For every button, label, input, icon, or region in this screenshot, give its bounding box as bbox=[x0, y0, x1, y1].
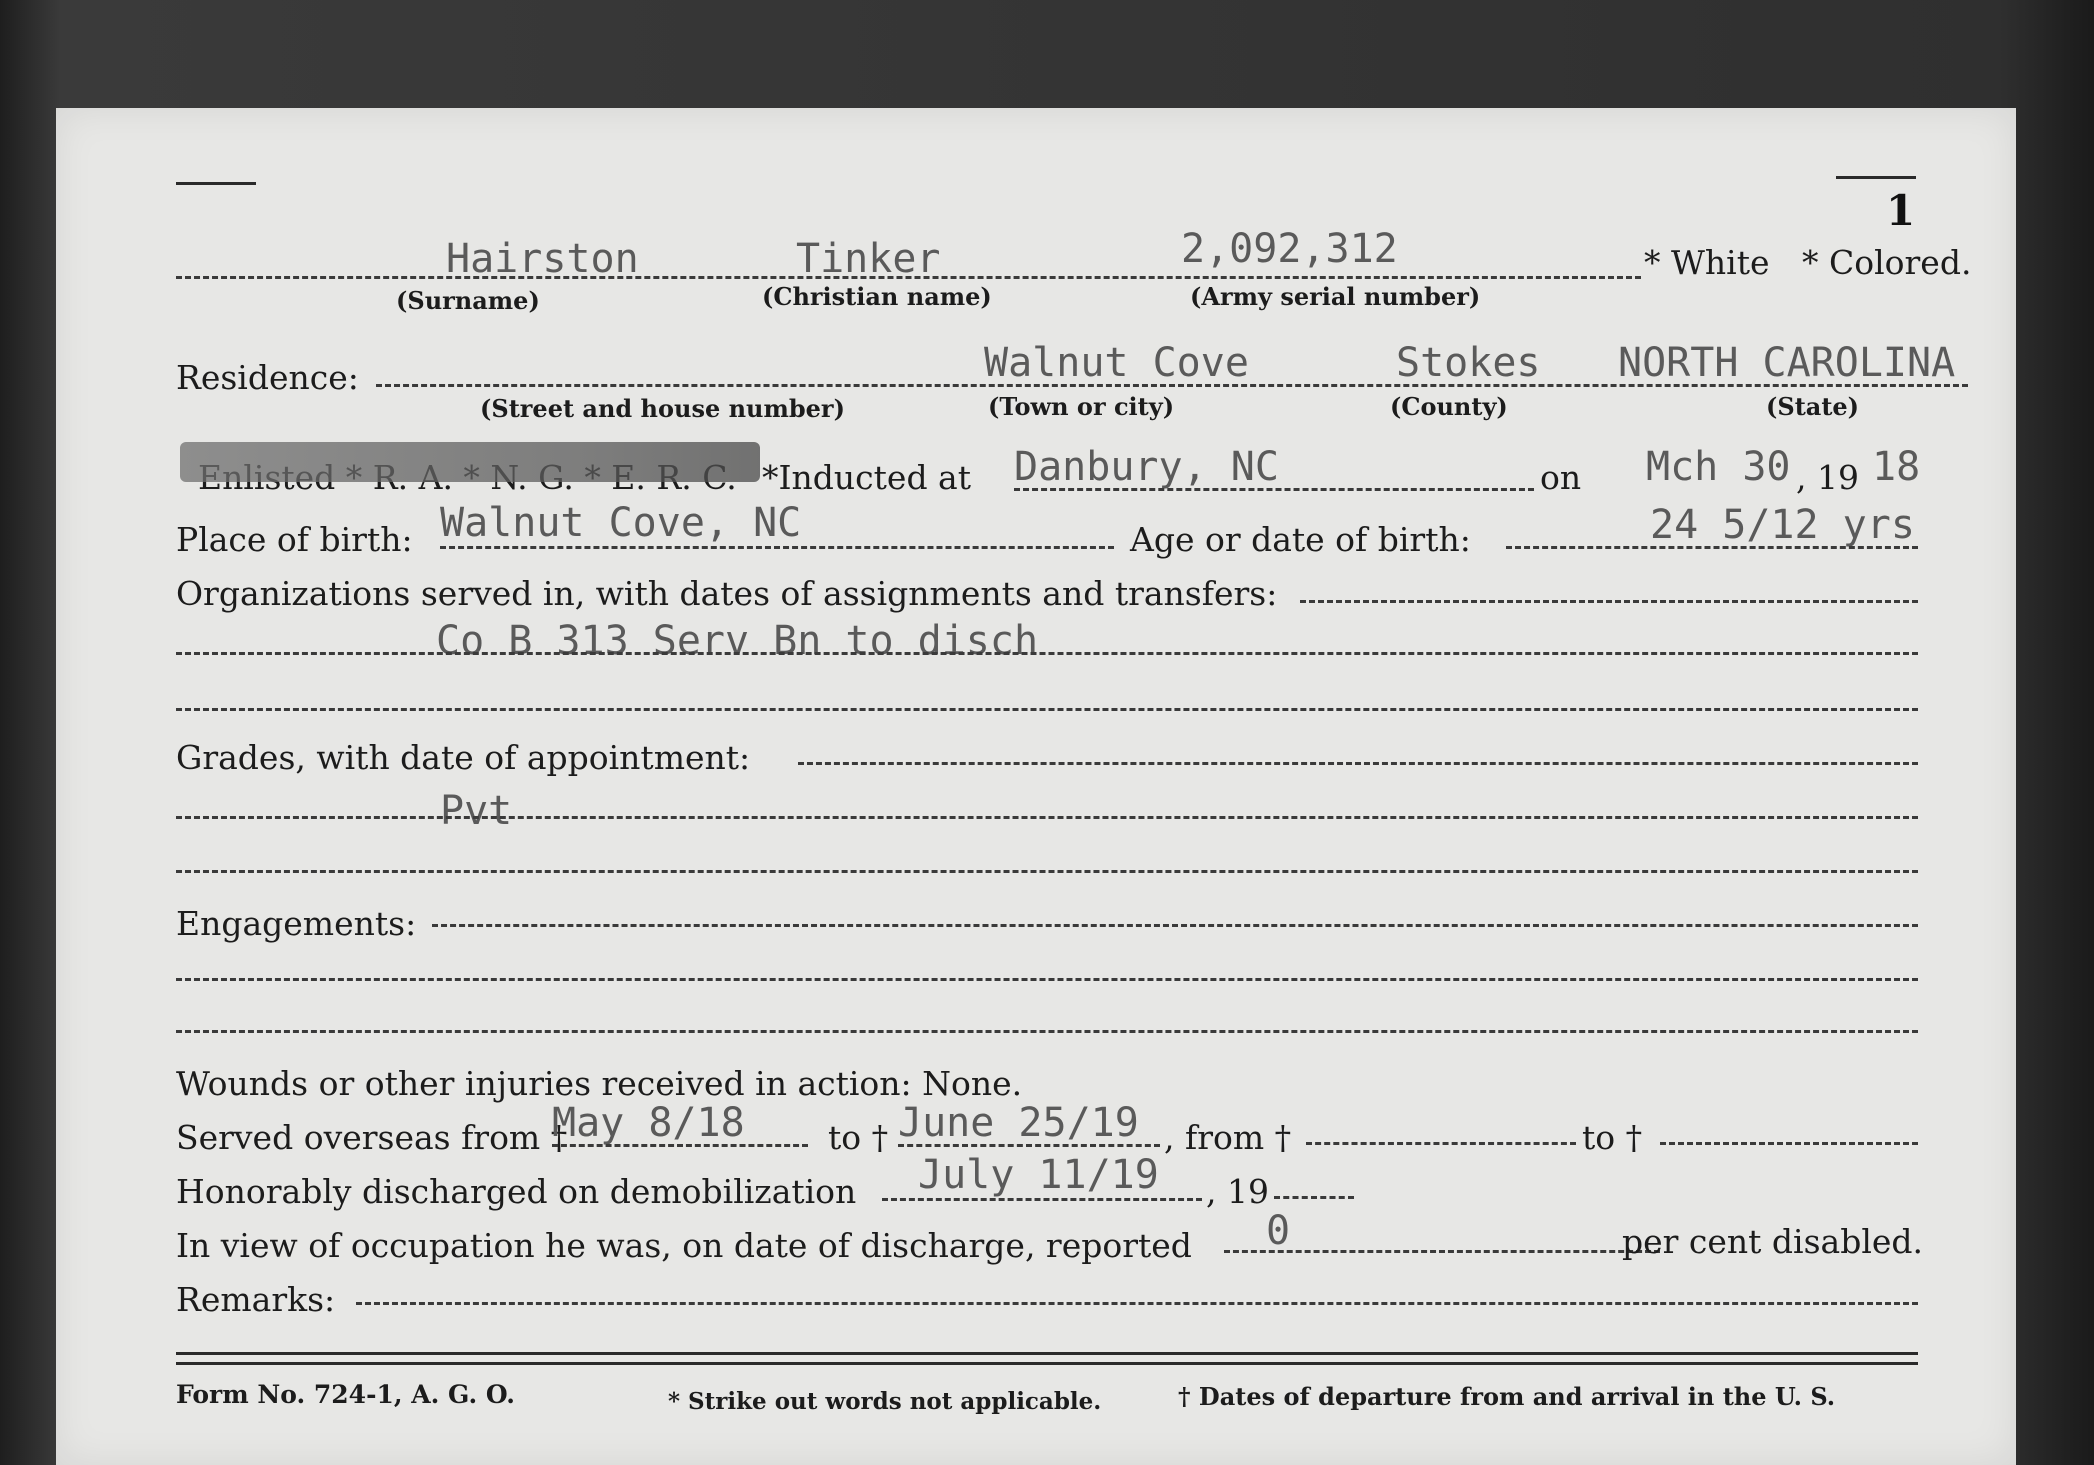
inducted-date-value: Mch 30 bbox=[1646, 444, 1791, 490]
inducted-line bbox=[1014, 488, 1534, 491]
service-record-card bbox=[56, 108, 2016, 1465]
overseas-from2-label: , from † bbox=[1164, 1118, 1292, 1157]
organizations-value: Co B 313 Serv Bn to disch bbox=[436, 618, 1039, 664]
wounds-label: Wounds or other injuries received in action: None. bbox=[176, 1064, 1023, 1103]
grade-value: Pvt bbox=[440, 788, 513, 834]
overseas-from-line bbox=[552, 1144, 808, 1147]
christian-name-caption: (Christian name) bbox=[762, 282, 992, 311]
army-serial-caption: (Army serial number) bbox=[1190, 282, 1481, 311]
overseas-from2-line bbox=[1306, 1142, 1576, 1145]
age-line bbox=[1506, 546, 1918, 549]
occupation-label: In view of occupation he was, on date of discharge, reported bbox=[176, 1226, 1192, 1265]
county-caption: (County) bbox=[1390, 392, 1508, 421]
race-white-label: * White bbox=[1644, 243, 1770, 282]
on-label: on bbox=[1540, 458, 1582, 497]
race-colored-label: * Colored. bbox=[1802, 243, 1972, 282]
discharge-line bbox=[882, 1198, 1202, 1201]
discharge-year-line bbox=[1274, 1196, 1354, 1199]
town-caption: (Town or city) bbox=[988, 392, 1175, 421]
name-line bbox=[176, 276, 1641, 279]
overseas-to2-line bbox=[1660, 1142, 1918, 1145]
state-caption: (State) bbox=[1766, 392, 1860, 421]
street-caption: (Street and house number) bbox=[480, 394, 845, 423]
grades-line-3 bbox=[176, 870, 1918, 873]
organizations-label: Organizations served in, with dates of assignments and transfers: bbox=[176, 574, 1278, 613]
age-value: 24 5/12 yrs bbox=[1650, 502, 1915, 548]
top-left-rule bbox=[176, 182, 256, 185]
inducted-at-label: *Inducted at bbox=[762, 458, 971, 497]
disabled-percent-value: 0 bbox=[1266, 1208, 1291, 1254]
christian-name-value: Tinker bbox=[796, 236, 941, 282]
discharge-label: Honorably discharged on demobilization bbox=[176, 1172, 857, 1211]
remarks-line-2 bbox=[176, 1352, 1918, 1355]
year-suffix: 18 bbox=[1872, 444, 1921, 490]
discharge-date-value: July 11/19 bbox=[918, 1152, 1159, 1198]
engagements-label: Engagements: bbox=[176, 904, 417, 943]
card-number: 1 bbox=[1886, 186, 1916, 235]
top-right-rule bbox=[1836, 176, 1916, 179]
organizations-line-2 bbox=[176, 652, 1918, 655]
engagements-line-3 bbox=[176, 1030, 1918, 1033]
overseas-to-line bbox=[898, 1144, 1160, 1147]
engagements-line-1 bbox=[432, 924, 1918, 927]
birth-place-line bbox=[440, 546, 1114, 549]
grades-line-2 bbox=[176, 816, 1918, 819]
place-of-birth-label: Place of birth: bbox=[176, 520, 413, 559]
strike-out-note: * Strike out words not applicable. bbox=[668, 1388, 1102, 1415]
grades-line-1 bbox=[798, 762, 1918, 765]
disability-line bbox=[1224, 1250, 1660, 1253]
town-value: Walnut Cove bbox=[984, 340, 1249, 386]
strikeout-mark bbox=[180, 442, 760, 482]
per-cent-disabled-label: per cent disabled. bbox=[1622, 1222, 1924, 1261]
organizations-line-3 bbox=[176, 708, 1918, 711]
overseas-from-value: May 8/18 bbox=[552, 1100, 745, 1146]
remarks-line-1 bbox=[356, 1302, 1918, 1305]
overseas-to-label: to † bbox=[828, 1118, 889, 1157]
form-number: Form No. 724-1, A. G. O. bbox=[176, 1380, 515, 1409]
residence-label: Residence: bbox=[176, 358, 359, 397]
surname-value: Hairston bbox=[446, 236, 639, 282]
organizations-line-1 bbox=[1300, 600, 1918, 603]
place-of-birth-value: Walnut Cove, NC bbox=[440, 500, 802, 546]
year-prefix: , 19 bbox=[1796, 458, 1859, 497]
remarks-line-3 bbox=[176, 1362, 1918, 1365]
overseas-label: Served overseas from † bbox=[176, 1118, 568, 1157]
grades-label: Grades, with date of appointment: bbox=[176, 738, 751, 777]
county-value: Stokes bbox=[1396, 340, 1541, 386]
age-label: Age or date of birth: bbox=[1130, 520, 1471, 559]
surname-caption: (Surname) bbox=[396, 286, 540, 315]
dates-note: † Dates of departure from and arrival in the U. S. bbox=[1178, 1382, 1836, 1411]
state-value: NORTH CAROLINA bbox=[1618, 340, 1956, 386]
engagements-line-2 bbox=[176, 978, 1918, 981]
remarks-label: Remarks: bbox=[176, 1280, 336, 1319]
overseas-to-value: June 25/19 bbox=[898, 1100, 1139, 1146]
discharge-year-prefix: , 19 bbox=[1206, 1172, 1269, 1211]
overseas-to2-label: to † bbox=[1582, 1118, 1643, 1157]
inducted-place-value: Danbury, NC bbox=[1014, 444, 1279, 490]
army-serial-value: 2,092,312 bbox=[1181, 226, 1398, 272]
